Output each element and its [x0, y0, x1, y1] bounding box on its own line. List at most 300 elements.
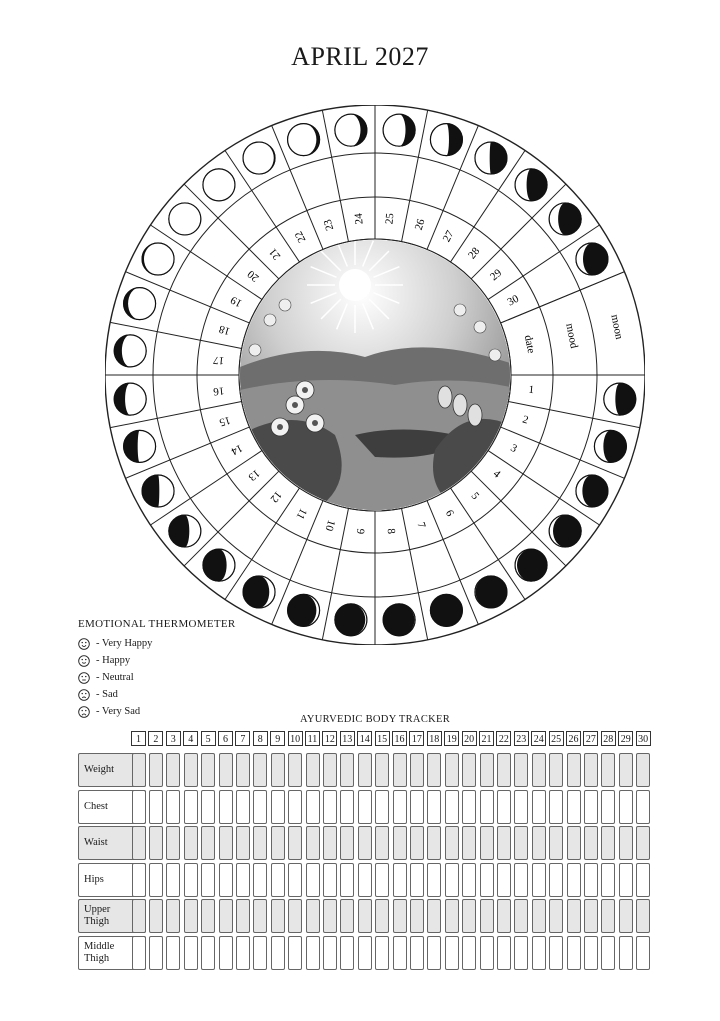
- day-number-12: 12: [267, 488, 284, 505]
- tracker-entry-cell[interactable]: [340, 899, 354, 933]
- tracker-entry-cell[interactable]: [253, 863, 267, 897]
- tracker-entry-cell[interactable]: [201, 753, 215, 787]
- tracker-day-header: 10: [288, 731, 303, 746]
- tracker-entry-cell[interactable]: [480, 826, 494, 860]
- tracker-entry-cell[interactable]: [445, 753, 459, 787]
- moon-phase-icon: [288, 124, 320, 156]
- tracker-entry-cell[interactable]: [323, 936, 337, 970]
- tracker-entry-cell[interactable]: [480, 753, 494, 787]
- tracker-entry-cell[interactable]: [549, 899, 563, 933]
- tracker-entry-cell[interactable]: [184, 936, 198, 970]
- tracker-entry-cell[interactable]: [497, 936, 511, 970]
- moon-phase-icon: [576, 475, 608, 507]
- tracker-entry-cell[interactable]: [166, 899, 180, 933]
- day-number-26: 26: [412, 217, 428, 232]
- tracker-entry-cell[interactable]: [340, 826, 354, 860]
- tracker-entry-cell[interactable]: [271, 753, 285, 787]
- tracker-day-header: 26: [566, 731, 581, 746]
- neutral-face-icon: [78, 672, 90, 684]
- tracker-entry-cell[interactable]: [497, 826, 511, 860]
- day-number-14: 14: [229, 441, 245, 458]
- tracker-entry-cell[interactable]: [480, 790, 494, 824]
- moon-phase-icon: [515, 549, 547, 581]
- tracker-entry-cell[interactable]: [480, 936, 494, 970]
- tracker-row-label: Waist: [78, 826, 146, 860]
- moon-phase-icon: [243, 576, 275, 608]
- tracker-entry-cell[interactable]: [427, 899, 441, 933]
- tracker-day-header: 11: [305, 731, 320, 746]
- tracker-entry-cell[interactable]: [393, 863, 407, 897]
- segment-divider: [471, 184, 566, 279]
- day-number-10: 10: [322, 518, 338, 533]
- tracker-entry-cell[interactable]: [514, 936, 528, 970]
- tracker-entry-cell[interactable]: [271, 936, 285, 970]
- tracker-entry-cell[interactable]: [236, 936, 250, 970]
- tracker-entry-cell[interactable]: [480, 899, 494, 933]
- tracker-entry-cell[interactable]: [375, 899, 389, 933]
- moon-phase-icon: [594, 430, 626, 462]
- tracker-entry-cell[interactable]: [306, 790, 320, 824]
- moon-phase-icon: [203, 549, 235, 581]
- tracker-entry-cell[interactable]: [288, 753, 302, 787]
- tracker-entry-cell[interactable]: [497, 753, 511, 787]
- tracker-day-header: 28: [601, 731, 616, 746]
- moon-phase-icon: [142, 243, 174, 275]
- tracker-entry-cell[interactable]: [271, 863, 285, 897]
- tracker-entry-cell[interactable]: [532, 826, 546, 860]
- moon-phase-icon: [430, 124, 462, 156]
- moon-phase-icon: [383, 604, 415, 636]
- tracker-row-label: Chest: [78, 790, 146, 824]
- tracker-entry-cell[interactable]: [497, 899, 511, 933]
- day-number-17: 17: [212, 353, 225, 367]
- moon-phase-icon: [430, 594, 462, 626]
- moon-phase-icon: [515, 169, 547, 201]
- day-number-29: 29: [488, 266, 505, 284]
- moon-phase-icon: [288, 594, 320, 626]
- tracker-entry-cell[interactable]: [584, 936, 598, 970]
- tracker-entry-cell[interactable]: [323, 790, 337, 824]
- tracker-entry-cell[interactable]: [253, 753, 267, 787]
- day-number-20: 20: [245, 267, 262, 284]
- tracker-entry-cell[interactable]: [636, 899, 650, 933]
- tracker-entry-cell[interactable]: [306, 936, 320, 970]
- tracker-entry-cell[interactable]: [636, 790, 650, 824]
- tracker-entry-cell[interactable]: [219, 790, 233, 824]
- day-number-24: 24: [352, 212, 366, 225]
- tracker-day-header: 19: [444, 731, 459, 746]
- tracker-row-label: Weight: [78, 753, 146, 787]
- ring-label-mood: mood: [563, 322, 580, 350]
- tracker-entry-cell[interactable]: [236, 753, 250, 787]
- tracker-day-header: 14: [357, 731, 372, 746]
- tracker-entry-cell[interactable]: [393, 936, 407, 970]
- tracker-entry-cell[interactable]: [427, 936, 441, 970]
- tracker-entry-cell[interactable]: [584, 790, 598, 824]
- day-number-16: 16: [212, 384, 225, 398]
- tracker-entry-cell[interactable]: [253, 826, 267, 860]
- tracker-entry-cell[interactable]: [601, 826, 615, 860]
- tracker-entry-cell[interactable]: [306, 863, 320, 897]
- tracker-entry-cell[interactable]: [166, 790, 180, 824]
- moon-phase-icon: [203, 169, 235, 201]
- sad-face-icon: [78, 689, 90, 701]
- tracker-entry-cell[interactable]: [271, 899, 285, 933]
- tracker-entry-cell[interactable]: [184, 753, 198, 787]
- happy-face-icon: [78, 655, 90, 667]
- tracker-entry-cell[interactable]: [132, 790, 146, 824]
- tracker-entry-cell[interactable]: [184, 863, 198, 897]
- tracker-entry-cell[interactable]: [619, 936, 633, 970]
- day-number-1: 1: [527, 383, 535, 397]
- tracker-entry-cell[interactable]: [445, 790, 459, 824]
- tracker-entry-cell[interactable]: [567, 753, 581, 787]
- tracker-entry-cell[interactable]: [462, 790, 476, 824]
- tracker-entry-cell[interactable]: [636, 826, 650, 860]
- tracker-entry-cell[interactable]: [514, 863, 528, 897]
- tracker-entry-cell[interactable]: [584, 899, 598, 933]
- moon-phase-icon: [475, 142, 507, 174]
- tracker-entry-cell[interactable]: [375, 790, 389, 824]
- tracker-entry-cell[interactable]: [393, 899, 407, 933]
- moon-phase-icon: [142, 475, 174, 507]
- day-number-23: 23: [321, 217, 337, 232]
- tracker-entry-cell[interactable]: [462, 863, 476, 897]
- tracker-entry-cell[interactable]: [514, 790, 528, 824]
- tracker-entry-cell[interactable]: [253, 790, 267, 824]
- tracker-entry-cell[interactable]: [358, 790, 372, 824]
- tracker-entry-cell[interactable]: [271, 826, 285, 860]
- tracker-entry-cell[interactable]: [340, 753, 354, 787]
- tracker-entry-cell[interactable]: [288, 863, 302, 897]
- legend-item: [78, 652, 236, 669]
- tracker-entry-cell[interactable]: [445, 899, 459, 933]
- tracker-entry-cell[interactable]: [253, 936, 267, 970]
- tracker-entry-cell[interactable]: [584, 826, 598, 860]
- day-number-25: 25: [383, 212, 397, 225]
- tracker-entry-cell[interactable]: [201, 936, 215, 970]
- tracker-day-header: 4: [183, 731, 198, 746]
- tracker-entry-cell[interactable]: [358, 899, 372, 933]
- tracker-entry-cell[interactable]: [323, 826, 337, 860]
- tracker-entry-cell[interactable]: [532, 899, 546, 933]
- day-number-28: 28: [466, 245, 483, 262]
- segment-divider: [184, 184, 279, 279]
- tracker-entry-cell[interactable]: [149, 899, 163, 933]
- day-number-11: 11: [293, 506, 310, 522]
- tracker-entry-cell[interactable]: [584, 863, 598, 897]
- tracker-entry-cell[interactable]: [132, 863, 146, 897]
- tracker-entry-cell[interactable]: [410, 863, 424, 897]
- day-number-9: 9: [353, 527, 367, 535]
- moon-phase-icon: [243, 142, 275, 174]
- tracker-entry-cell[interactable]: [549, 753, 563, 787]
- ring-label-moon: moon: [608, 313, 626, 341]
- tracker-entry-cell[interactable]: [549, 863, 563, 897]
- tracker-entry-cell[interactable]: [236, 826, 250, 860]
- moon-phase-icon: [169, 203, 201, 235]
- tracker-entry-cell[interactable]: [427, 826, 441, 860]
- tracker-entry-cell[interactable]: [601, 936, 615, 970]
- tracker-entry-cell[interactable]: [358, 863, 372, 897]
- tracker-entry-cell[interactable]: [567, 826, 581, 860]
- moon-phase-icon: [383, 114, 415, 146]
- tracker-entry-cell[interactable]: [236, 899, 250, 933]
- day-number-4: 4: [490, 467, 503, 481]
- tracker-entry-cell[interactable]: [358, 826, 372, 860]
- legend-item: [78, 669, 236, 686]
- tracker-entry-cell[interactable]: [497, 863, 511, 897]
- tracker-entry-cell[interactable]: [549, 826, 563, 860]
- tracker-entry-cell[interactable]: [410, 753, 424, 787]
- moon-phase-icon: [124, 288, 156, 320]
- tracker-entry-cell[interactable]: [636, 753, 650, 787]
- tracker-entry-cell[interactable]: [410, 936, 424, 970]
- tracker-entry-cell[interactable]: [567, 936, 581, 970]
- tracker-entry-cell[interactable]: [132, 826, 146, 860]
- legend-label: - Neutral: [96, 672, 134, 683]
- page-title: APRIL 2027: [291, 42, 429, 71]
- tracker-entry-cell[interactable]: [201, 863, 215, 897]
- tracker-entry-cell[interactable]: [323, 753, 337, 787]
- tracker-day-header: 27: [583, 731, 598, 746]
- tracker-entry-cell[interactable]: [149, 936, 163, 970]
- tracker-entry-cell[interactable]: [375, 936, 389, 970]
- legend-label: - Happy: [96, 655, 131, 666]
- legend-label: - Very Happy: [96, 638, 153, 649]
- tracker-entry-cell[interactable]: [601, 753, 615, 787]
- tracker-entry-cell[interactable]: [219, 863, 233, 897]
- tracker-entry-cell[interactable]: [375, 753, 389, 787]
- moon-phase-icon: [114, 335, 146, 367]
- tracker-entry-cell[interactable]: [323, 863, 337, 897]
- day-number-6: 6: [442, 507, 457, 519]
- tracker-day-header: 25: [549, 731, 564, 746]
- day-number-7: 7: [414, 520, 428, 530]
- tracker-title: AYURVEDIC BODY TRACKER: [299, 714, 451, 725]
- day-number-22: 22: [292, 229, 309, 245]
- tracker-entry-cell[interactable]: [219, 753, 233, 787]
- tracker-entry-cell[interactable]: [340, 790, 354, 824]
- tracker-entry-cell[interactable]: [619, 790, 633, 824]
- tracker-entry-cell[interactable]: [462, 899, 476, 933]
- tracker-entry-cell[interactable]: [601, 790, 615, 824]
- tracker-entry-cell[interactable]: [149, 790, 163, 824]
- tracker-entry-cell[interactable]: [219, 899, 233, 933]
- ring-label-date: date: [521, 334, 538, 355]
- tracker-entry-cell[interactable]: [184, 790, 198, 824]
- tracker-entry-cell[interactable]: [375, 826, 389, 860]
- day-number-21: 21: [266, 245, 284, 262]
- moon-phase-icon: [475, 576, 507, 608]
- tracker-entry-cell[interactable]: [219, 826, 233, 860]
- tracker-entry-cell[interactable]: [201, 899, 215, 933]
- tracker-entry-cell[interactable]: [166, 826, 180, 860]
- tracker-entry-cell[interactable]: [358, 753, 372, 787]
- tracker-entry-cell[interactable]: [480, 863, 494, 897]
- tracker-day-header: 5: [201, 731, 216, 746]
- tracker-entry-cell[interactable]: [271, 790, 285, 824]
- tracker-day-header: 22: [496, 731, 511, 746]
- day-number-30: 30: [505, 292, 521, 309]
- tracker-entry-cell[interactable]: [462, 826, 476, 860]
- tracker-row-label: Hips: [78, 863, 146, 897]
- tracker-entry-cell[interactable]: [323, 899, 337, 933]
- tracker-day-header: 16: [392, 731, 407, 746]
- tracker-entry-cell[interactable]: [375, 863, 389, 897]
- moon-phase-icon: [335, 604, 367, 636]
- day-number-5: 5: [468, 490, 482, 502]
- day-number-27: 27: [440, 228, 457, 244]
- tracker-entry-cell[interactable]: [636, 863, 650, 897]
- tracker-entry-cell[interactable]: [462, 753, 476, 787]
- tracker-entry-cell[interactable]: [410, 826, 424, 860]
- tracker-entry-cell[interactable]: [445, 863, 459, 897]
- tracker-entry-cell[interactable]: [166, 753, 180, 787]
- tracker-day-header: 8: [253, 731, 268, 746]
- segment-divider: [184, 471, 279, 566]
- tracker-day-header: 18: [427, 731, 442, 746]
- tracker-entry-cell[interactable]: [236, 790, 250, 824]
- tracker-day-header: 3: [166, 731, 181, 746]
- very-happy-face-icon: [78, 638, 90, 650]
- day-number-15: 15: [217, 413, 232, 429]
- tracker-entry-cell[interactable]: [306, 753, 320, 787]
- tracker-day-header: 20: [462, 731, 477, 746]
- moon-phase-icon: [604, 383, 636, 415]
- day-number-18: 18: [217, 322, 232, 338]
- tracker-entry-cell[interactable]: [306, 899, 320, 933]
- tracker-day-header: 15: [375, 731, 390, 746]
- moon-phase-icon: [576, 243, 608, 275]
- tracker-entry-cell[interactable]: [532, 753, 546, 787]
- day-number-13: 13: [245, 466, 262, 484]
- tracker-day-header: 23: [514, 731, 529, 746]
- tracker-entry-cell[interactable]: [288, 790, 302, 824]
- tracker-entry-cell[interactable]: [184, 826, 198, 860]
- tracker-entry-cell[interactable]: [619, 899, 633, 933]
- tracker-entry-cell[interactable]: [445, 826, 459, 860]
- segment-divider: [468, 471, 566, 566]
- tracker-entry-cell[interactable]: [358, 936, 372, 970]
- tracker-entry-cell[interactable]: [288, 936, 302, 970]
- tracker-entry-cell[interactable]: [410, 790, 424, 824]
- tracker-entry-cell[interactable]: [532, 790, 546, 824]
- tracker-entry-cell[interactable]: [166, 936, 180, 970]
- day-number-8: 8: [384, 527, 398, 535]
- tracker-entry-cell[interactable]: [340, 863, 354, 897]
- tracker-entry-cell[interactable]: [619, 826, 633, 860]
- tracker-entry-cell[interactable]: [288, 826, 302, 860]
- spring-landscape-illustration: [240, 237, 510, 510]
- tracker-entry-cell[interactable]: [132, 899, 146, 933]
- tracker-entry-cell[interactable]: [184, 899, 198, 933]
- tracker-entry-cell[interactable]: [462, 936, 476, 970]
- day-number-3: 3: [508, 442, 519, 456]
- tracker-day-header: 6: [218, 731, 233, 746]
- tracker-entry-cell[interactable]: [619, 753, 633, 787]
- tracker-entry-cell[interactable]: [166, 863, 180, 897]
- tracker-entry-cell[interactable]: [288, 899, 302, 933]
- tracker-entry-cell[interactable]: [584, 753, 598, 787]
- tracker-entry-cell[interactable]: [567, 899, 581, 933]
- tracker-entry-cell[interactable]: [427, 753, 441, 787]
- tracker-entry-cell[interactable]: [532, 936, 546, 970]
- legend-item: [78, 635, 236, 652]
- tracker-entry-cell[interactable]: [201, 826, 215, 860]
- tracker-entry-cell[interactable]: [393, 826, 407, 860]
- tracker-entry-cell[interactable]: [445, 936, 459, 970]
- tracker-entry-cell[interactable]: [427, 790, 441, 824]
- moon-phase-icon: [124, 430, 156, 462]
- tracker-entry-cell[interactable]: [514, 753, 528, 787]
- tracker-entry-cell[interactable]: [132, 753, 146, 787]
- tracker-day-header: 1: [131, 731, 146, 746]
- tracker-entry-cell[interactable]: [201, 790, 215, 824]
- tracker-entry-cell[interactable]: [532, 863, 546, 897]
- moon-phase-icon: [335, 114, 367, 146]
- tracker-entry-cell[interactable]: [253, 899, 267, 933]
- tracker-entry-cell[interactable]: [549, 790, 563, 824]
- moon-phase-icon: [549, 203, 581, 235]
- tracker-entry-cell[interactable]: [236, 863, 250, 897]
- tracker-entry-cell[interactable]: [514, 899, 528, 933]
- day-number-2: 2: [521, 413, 530, 427]
- tracker-entry-cell[interactable]: [567, 863, 581, 897]
- tracker-entry-cell[interactable]: [393, 753, 407, 787]
- legend-item: [78, 686, 236, 703]
- moon-phase-icon: [549, 515, 581, 547]
- tracker-day-header: 7: [235, 731, 250, 746]
- tracker-entry-cell[interactable]: [410, 899, 424, 933]
- tracker-entry-cell[interactable]: [601, 899, 615, 933]
- tracker-day-header: 13: [340, 731, 355, 746]
- tracker-entry-cell[interactable]: [393, 790, 407, 824]
- tracker-entry-cell[interactable]: [549, 936, 563, 970]
- tracker-entry-cell[interactable]: [497, 790, 511, 824]
- tracker-entry-cell[interactable]: [340, 936, 354, 970]
- legend-label: - Very Sad: [96, 706, 141, 717]
- tracker-day-header: 12: [322, 731, 337, 746]
- tracker-entry-cell[interactable]: [132, 936, 146, 970]
- tracker-day-header: 24: [531, 731, 546, 746]
- tracker-row-label: Upper Thigh: [78, 899, 146, 933]
- tracker-day-header: 17: [409, 731, 424, 746]
- tracker-entry-cell[interactable]: [636, 936, 650, 970]
- tracker-entry-cell[interactable]: [427, 863, 441, 897]
- legend-heading: EMOTIONAL THERMOMETER: [78, 618, 236, 630]
- tracker-entry-cell[interactable]: [601, 863, 615, 897]
- tracker-entry-cell[interactable]: [567, 790, 581, 824]
- tracker-row-label: Middle Thigh: [78, 936, 146, 970]
- tracker-entry-cell[interactable]: [149, 826, 163, 860]
- tracker-entry-cell[interactable]: [514, 826, 528, 860]
- tracker-day-header: 2: [148, 731, 163, 746]
- tracker-entry-cell[interactable]: [306, 826, 320, 860]
- tracker-entry-cell[interactable]: [619, 863, 633, 897]
- tracker-day-header: 21: [479, 731, 494, 746]
- tracker-day-header: 30: [636, 731, 651, 746]
- moon-phase-icon: [114, 383, 146, 415]
- tracker-entry-cell[interactable]: [219, 936, 233, 970]
- tracker-entry-cell[interactable]: [149, 753, 163, 787]
- day-number-19: 19: [228, 293, 244, 310]
- tracker-day-header: 29: [618, 731, 633, 746]
- moon-calendar-wheel: [105, 105, 645, 645]
- emotional-thermometer-legend: [78, 618, 236, 720]
- moon-phase-icon: [169, 515, 201, 547]
- tracker-entry-cell[interactable]: [149, 863, 163, 897]
